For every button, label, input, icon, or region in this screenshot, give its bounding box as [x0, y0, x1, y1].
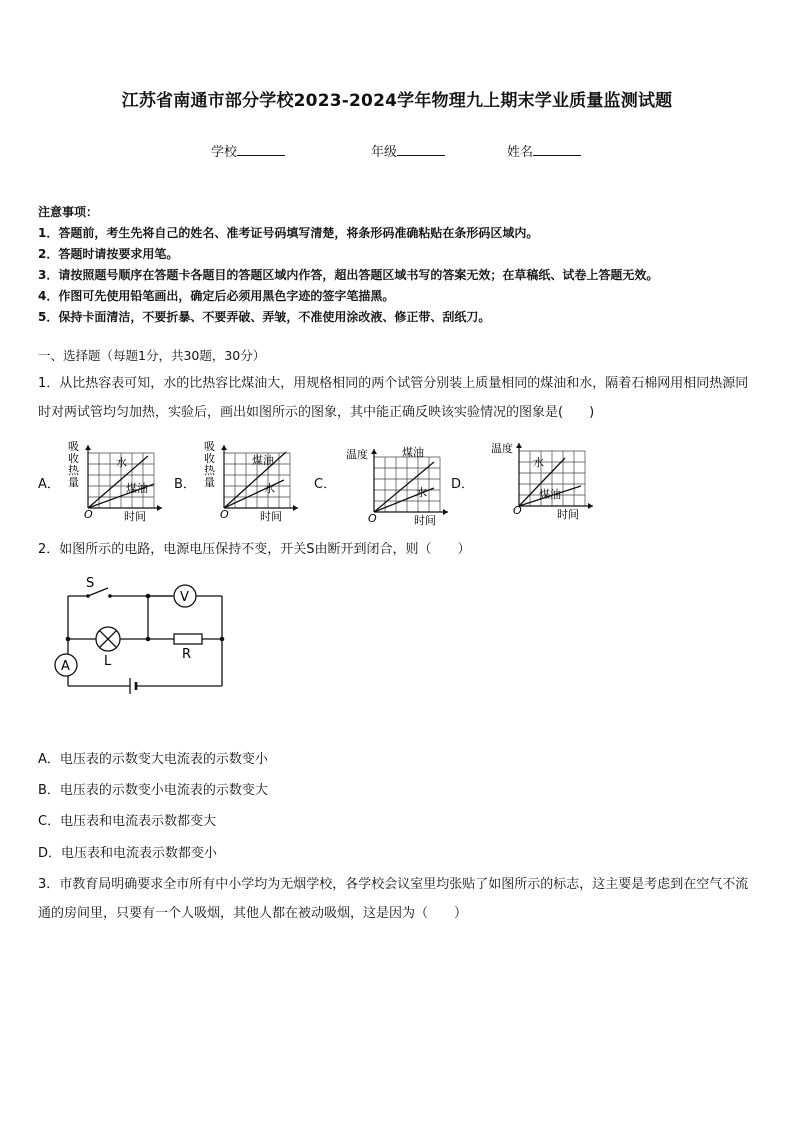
notice-item: 3．请按照题号顺序在答题卡各题目的答题区域内作答，超出答题区域书写的答案无效；在草稿纸、试卷上答题无效。 — [38, 268, 659, 282]
graph-b — [198, 438, 298, 526]
grade-blank[interactable] — [397, 143, 445, 156]
graph-ylabel: 吸收热量 — [204, 440, 215, 489]
lamp-letter: L — [104, 654, 112, 669]
junction-dot — [220, 637, 225, 642]
y-axis-arrow — [371, 449, 377, 454]
graph-origin: O — [220, 508, 229, 521]
y-axis-arrow — [85, 445, 91, 450]
x-axis-arrow — [588, 503, 593, 509]
x-axis-arrow — [443, 509, 448, 515]
graph-lower-label: 水 — [264, 482, 275, 495]
resistor-symbol — [174, 634, 202, 644]
graph-upper-label: 煤油 — [252, 454, 274, 467]
switch-contact — [108, 594, 112, 598]
graph-origin: O — [368, 512, 377, 525]
page-title: 江苏省南通市部分学校2023-2024学年物理九上期末学业质量监测试题 — [121, 91, 673, 111]
circuit-diagram — [48, 572, 238, 700]
graph-lower-label: 煤油 — [126, 482, 148, 495]
graph-ylabel: 吸收热量 — [68, 440, 79, 489]
graph-d — [489, 438, 593, 526]
junction-dot — [146, 594, 151, 599]
question-3-text: 3．市教育局明确要求全市所有中小学均为无烟学校，各学校会议室里均张贴了如图所示的标志，这主要是考虑到在空气不流通的房间里，只要有一个人吸烟，其他人都在被动吸烟，这是因为（ ） — [38, 877, 749, 921]
graph-b-label: B． — [174, 477, 196, 492]
name-blank[interactable] — [533, 143, 581, 156]
graph-grid — [85, 445, 162, 511]
x-axis-arrow — [157, 505, 162, 511]
notice-item: 4．作图可先使用铅笔画出，确定后必须用黑色字迹的签字笔描黑。 — [38, 289, 395, 303]
graph-c — [344, 440, 448, 528]
name-label: 姓名 — [507, 145, 534, 160]
graph-ylabel: 温度 — [491, 442, 513, 455]
graph-upper-label: 煤油 — [402, 446, 424, 459]
graph-xlabel: 时间 — [414, 514, 436, 527]
option-a[interactable]: A．电压表的示数变大电流表的示数变小 — [38, 752, 268, 767]
junction-dot — [66, 637, 71, 642]
question-1-text: 1．从比热容表可知，水的比热容比煤油大，用规格相同的两个试管分别装上质量相同的煤油和水，隔着石棉网用相同热源同时对两试管均匀加热，实验后，画出如图所示的图象，其中能正确反映该实验情况的图象是( ) — [38, 376, 749, 420]
grade-label: 年级 — [371, 145, 398, 160]
graph-a-label: A． — [38, 477, 60, 492]
voltmeter-letter: V — [180, 590, 189, 605]
graph-xlabel: 时间 — [260, 510, 282, 523]
notice-item: 5．保持卡面清洁，不要折暴、不要弄破、弄皱，不准使用涂改液、修正带、刮纸刀。 — [38, 310, 491, 324]
option-d[interactable]: D．电压表和电流表示数都变小 — [38, 846, 218, 861]
graph-origin: O — [513, 504, 522, 517]
graph-upper-label: 水 — [116, 456, 127, 469]
ammeter-letter: A — [61, 659, 70, 674]
school-field — [211, 141, 285, 160]
notice-item: 2．答题时请按要求用笔。 — [38, 247, 179, 261]
graph-origin: O — [84, 508, 93, 521]
graph-a — [62, 438, 162, 526]
grade-field — [371, 141, 445, 160]
graph-xlabel: 时间 — [557, 508, 579, 521]
switch-letter: S — [86, 576, 95, 591]
name-field — [507, 141, 581, 160]
graph-upper-label: 水 — [533, 456, 544, 469]
lower-line — [224, 480, 284, 508]
graph-lower-label: 水 — [416, 486, 427, 499]
graph-d-label: D． — [451, 477, 475, 492]
notice-block — [38, 202, 658, 328]
resistor-letter: R — [182, 647, 192, 662]
y-axis-arrow — [516, 443, 522, 448]
option-c[interactable]: C．电压表和电流表示数都变大 — [38, 814, 217, 829]
notice-heading: 注意事项： — [38, 205, 99, 219]
graph-lower-label: 煤油 — [539, 488, 561, 501]
school-blank[interactable] — [237, 143, 285, 156]
option-b[interactable]: B．电压表的示数变小电流表的示数变大 — [38, 783, 268, 798]
section-heading: 一、选择题（每题1分，共30题，30分） — [38, 348, 266, 363]
junction-dot — [146, 637, 151, 642]
question-2-text: 2．如图所示的电路，电源电压保持不变，开关S由断开到闭合，则（ ） — [38, 542, 471, 557]
x-axis-arrow — [293, 505, 298, 511]
switch-contact — [86, 594, 90, 598]
graph-c-label: C． — [314, 477, 337, 492]
graph-ylabel: 温度 — [346, 448, 368, 461]
school-label: 学校 — [211, 145, 238, 160]
y-axis-arrow — [221, 445, 227, 450]
graph-xlabel: 时间 — [124, 510, 146, 523]
notice-item: 1．答题前，考生先将自己的姓名、准考证号码填写清楚，将条形码准确粘贴在条形码区域内。 — [38, 226, 539, 240]
